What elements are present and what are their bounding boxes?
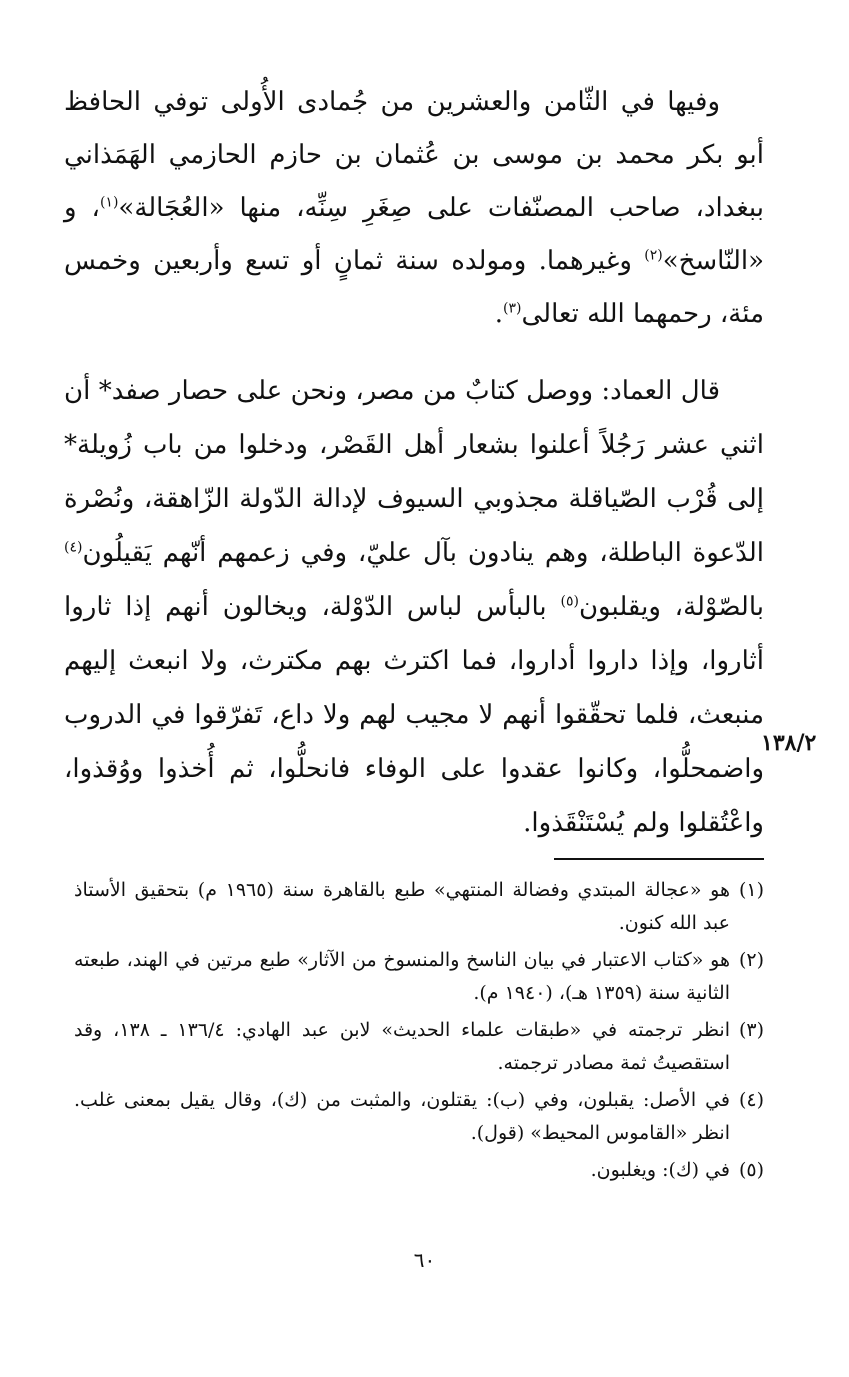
footnote-1 bbox=[74, 874, 764, 940]
paragraph-1 bbox=[64, 76, 764, 341]
footnote-3 bbox=[74, 1014, 764, 1080]
footnote-ref-4: (٤) bbox=[64, 539, 83, 556]
footnote-number: (١) bbox=[738, 879, 764, 901]
footnote-text: هو «عجالة المبتدي وفضالة المنتهي» طبع بالقاهرة سنة (١٩٦٥ م) بتحقيق الأستاذ عبد الله كنون. bbox=[74, 879, 731, 934]
paragraph-1-segment-1: وفيها في الثّامن والعشرين من جُمادى الأُولى توفي الحافظ أبو بكر محمد بن موسى بن عُثمان بن حازم الحازمي الهَمَذاني ببغداد، صاحب المصنّفات على صِغَرِ سِنِّه، منها «العُجَالة» bbox=[64, 87, 764, 223]
footnote-text: هو «كتاب الاعتبار في بيان الناسخ والمنسوخ من الآثار» طبع مرتين في الهند، طبعته الثانية سنة (١٣٥٩ هـ)، (١٩٤٠ م). bbox=[74, 949, 730, 1004]
footnote-number: (٥) bbox=[738, 1159, 764, 1181]
footnote-5 bbox=[74, 1154, 764, 1187]
paragraph-1-segment-3: وغيرهما. ومولده سنة ثمانٍ أو تسع وأربعين وخمس مئة، رحمهما الله تعالى bbox=[64, 246, 764, 329]
paragraph-2-segment-2: بالصّوْلة، ويقلبون bbox=[578, 592, 764, 622]
footnote-text: في (ك): ويغلبون. bbox=[590, 1159, 730, 1181]
footnote-ref-5: (٥) bbox=[560, 593, 579, 610]
footnote-number: (٢) bbox=[738, 949, 764, 971]
footnote-ref-2: (٢) bbox=[644, 247, 663, 264]
footnote-number: (٣) bbox=[738, 1019, 764, 1041]
footnote-ref-1: (١) bbox=[99, 194, 119, 211]
paragraph-2-segment-1: قال العماد: ووصل كتابٌ من مصر، ونحن على حصار صفد* أن اثني عشر رَجُلاً أعلنوا بشعار أهل القَصْر، ودخلوا من باب زُويلة* إلى قُرْب الصّياقلة مجذوبي السيوف لإدالة الدّولة الزّاهقة، ونُصْرة الدّعوة الباطلة، وهم ينادون بآل عليّ، وفي زعمهم أنّهم يَقيلُون bbox=[64, 376, 764, 568]
footnote-text: في الأصل: يقبلون، وفي (ب): يقتلون، والمثبت من (ك)، وقال يقيل بمعنى غلب. انظر «القاموس المحيط» (قول). bbox=[74, 1089, 730, 1144]
footnote-number: (٤) bbox=[738, 1089, 764, 1111]
paragraph-2-segment-3: بالبأس لباس الدّوْلة، ويخالون أنهم إذا ثاروا أثاروا، وإذا داروا أداروا، فما اكترث بهم مكترث، ولا انبعث إليهم منبعث، فلما تحقّقوا أنهم لا مجيب لهم ولا داع، تَفرّقوا في الدروب واضمحلُّوا، وكانوا عقدوا على الوفاء فانحلُّوا، ثم أُخذوا ووُقذوا، واعْتُقلوا ولم يُسْتَنْقَذوا. bbox=[64, 592, 764, 838]
footnote-text: انظر ترجمته في «طبقات علماء الحديث» لابن عبد الهادي: ١٣٦/٤ ـ ١٣٨، وقد استقصيتُ ثمة مصادر ترجمته. bbox=[74, 1019, 730, 1074]
footnotes bbox=[74, 874, 764, 1191]
footnote-ref-3: (٣) bbox=[503, 300, 522, 317]
margin-reference: ١٣٨/٢ bbox=[761, 730, 817, 756]
paragraph-1-segment-2: ، و «النّاسخ» bbox=[64, 193, 764, 276]
footnote-4 bbox=[74, 1084, 764, 1150]
footnote-2 bbox=[74, 944, 764, 1010]
paragraph-1-segment-4: . bbox=[494, 299, 504, 329]
page-number: ٦٠ bbox=[413, 1248, 436, 1272]
footnote-separator bbox=[554, 858, 764, 860]
paragraph-2 bbox=[64, 364, 764, 850]
